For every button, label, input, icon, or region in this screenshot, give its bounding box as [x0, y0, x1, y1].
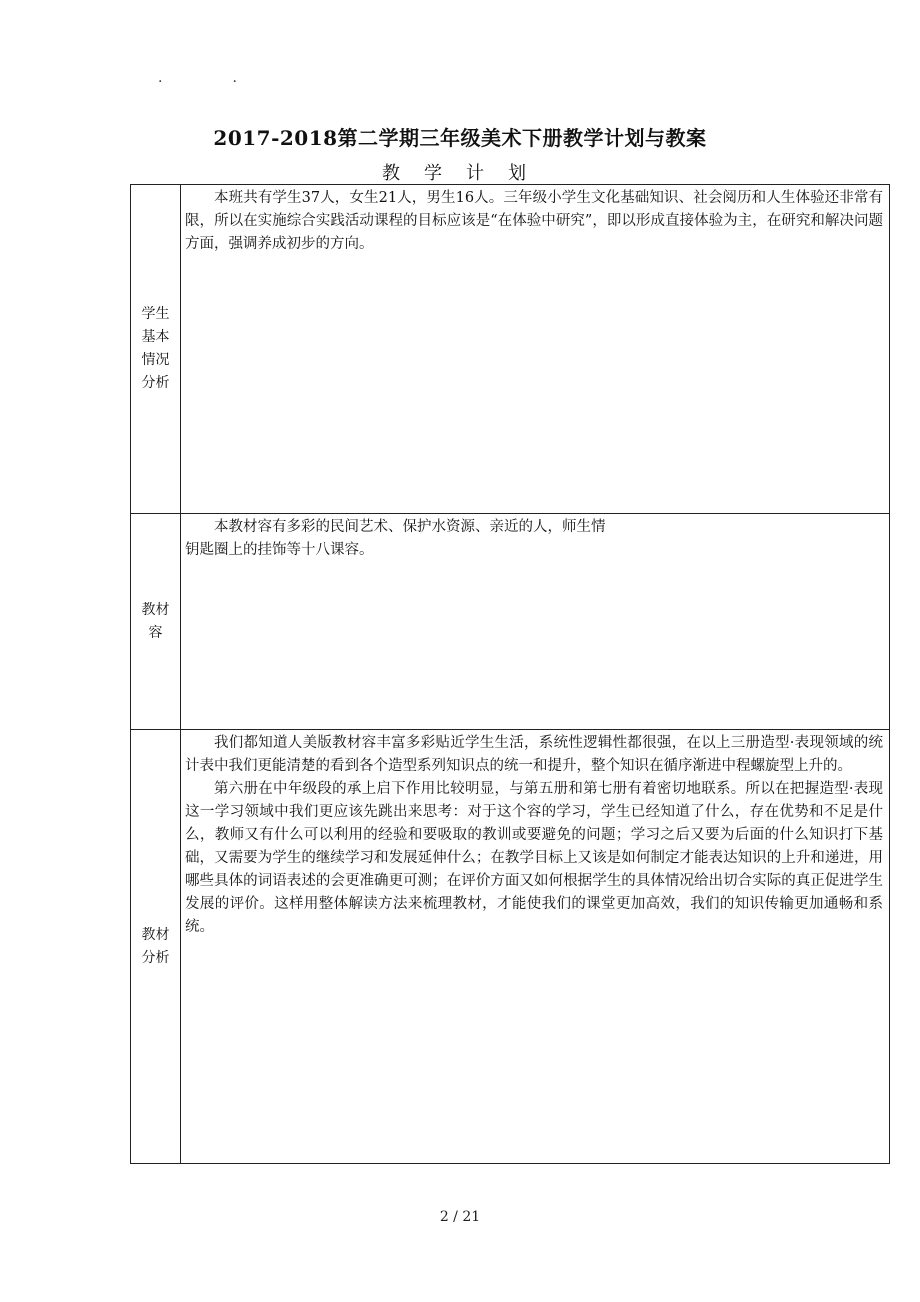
- content-paragraph: 钥匙圈上的挂饰等十八课容。: [185, 542, 374, 558]
- row-content-cell: [181, 185, 890, 514]
- header-mark: .: [158, 70, 233, 86]
- row-label-cell: [131, 514, 181, 730]
- header-mark: .: [232, 70, 307, 86]
- content-paragraph: 我们都知道人美版教材容丰富多彩贴近学生生活，系统性逻辑性都很强，在以上三册造型·表现领域的统计表中我们更能清楚的看到各个造型系列知识点的统一和提升，整个知识在循序渐进中程螺旋型上升的。: [185, 735, 883, 774]
- document-title: 2017-2018第二学期三年级美术下册教学计划与教案: [213, 126, 707, 150]
- row-label: 学生基本情况分析: [141, 306, 170, 391]
- content-paragraph: 本教材容有多彩的民间艺术、保护水资源、亲近的人，师生情: [214, 519, 606, 535]
- row-content-cell: [181, 514, 890, 730]
- table-row-student-analysis: [131, 185, 890, 514]
- page-number: 2 / 21: [439, 1209, 481, 1225]
- content-paragraph: 第六册在中年级段的承上启下作用比较明显，与第五册和第七册有着密切地联系。所以在把握造型·表现这一学习领域中我们更应该先跳出来思考：对于这个容的学习，学生已经知道了什么，存在优势和不足是什么，教师又有什么可以利用的经验和要吸取的教训或要避免的问题；学习之后又要为后面的什么知识打下基础，又需要为学生的继续学习和发展延伸什么；在教学目标上又该是如何制定才能表达知识的上升和递进，用哪些具体的词语表述的会更准确更可测；在评价方面又如何根据学生的具体情况给出切合实际的真正促进学生发展的评价。这样用整体解读方法来梳理教材，才能使我们的课堂更加高效，我们的知识传输更加通畅和系统。: [185, 781, 883, 935]
- document-subtitle: 教学计划: [382, 163, 550, 184]
- row-label: 教材分析: [141, 926, 170, 966]
- row-content-cell: [181, 730, 890, 1164]
- content-paragraph: 本班共有学生37人，女生21人，男生16人。三年级小学生文化基础知识、社会阅历和人生体验还非常有限，所以在实施综合实践活动课程的目标应该是“在体验中研究”，即以形成直接体验为主，在研究和解决问题方面，强调养成初步的方向。: [185, 190, 883, 252]
- header-marks: [158, 70, 307, 86]
- table-row-textbook-analysis: [131, 730, 890, 1164]
- teaching-plan-table: [130, 184, 890, 1164]
- table-row-textbook-content: [131, 514, 890, 730]
- row-label: 教材容: [141, 601, 170, 641]
- row-label-cell: [131, 185, 181, 514]
- row-label-cell: [131, 730, 181, 1164]
